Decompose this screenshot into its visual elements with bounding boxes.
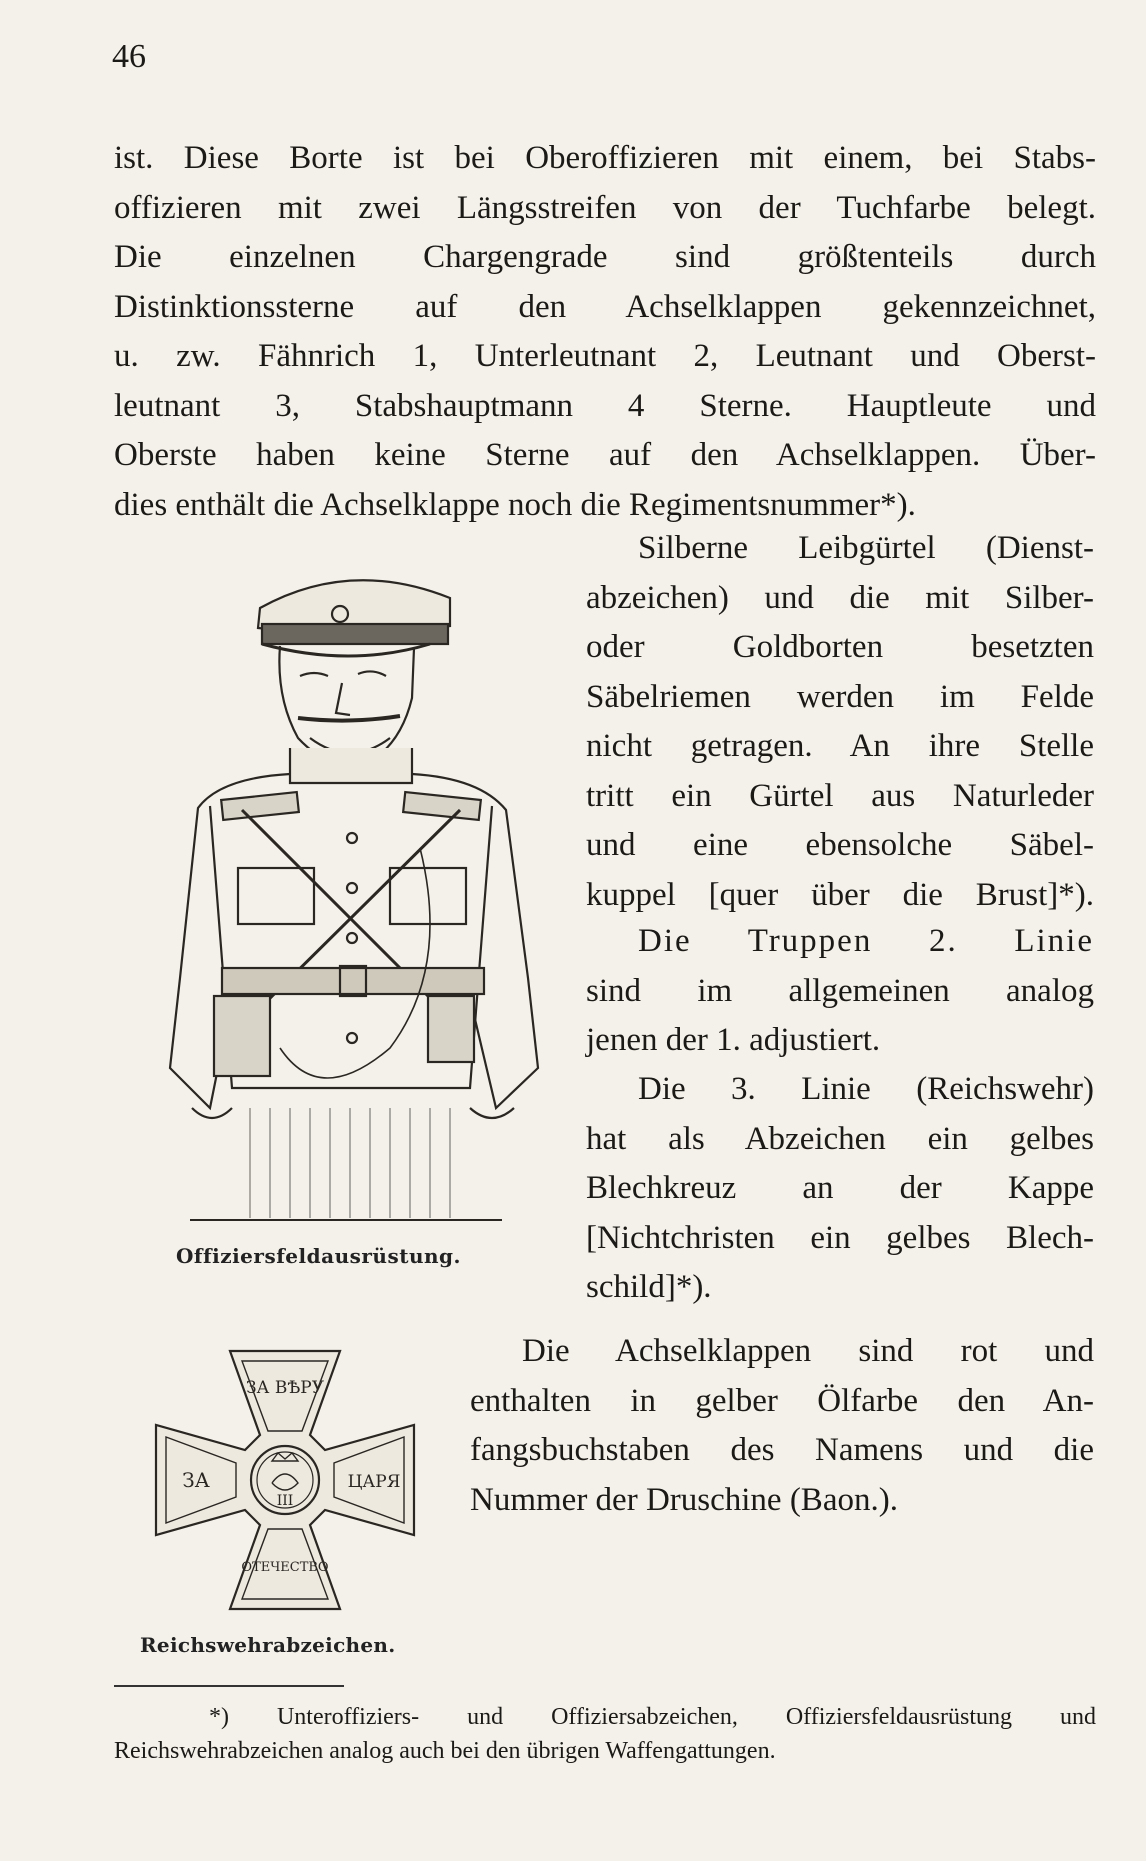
text-line: sind im allgemeinen analog	[586, 972, 1094, 1009]
text-line: schild]*).	[586, 1269, 712, 1305]
text-line: Nummer der Druschine (Baon.).	[470, 1481, 898, 1518]
officer-caption: Offiziersfeldausrüstung.	[176, 1244, 461, 1268]
paragraph-shoulder-straps	[470, 1327, 1094, 1525]
footnote	[114, 1700, 1096, 1768]
text-line: tritt ein Gürtel aus Naturleder	[586, 777, 1094, 814]
text-line: dies enthält die Achselklappe noch die Regimentsnummer*).	[114, 486, 916, 523]
cross-center-text: III	[276, 1493, 294, 1509]
text-line: abzeichen) und die mit Silber-	[586, 579, 1094, 616]
footnote-line: Reichswehrabzeichen analog auch bei den übrigen Waffengattungen.	[114, 1738, 776, 1764]
text-line: Säbelriemen werden im Felde	[586, 678, 1094, 715]
text-line: enthalten in gelber Ölfarbe den An-	[470, 1382, 1094, 1419]
paragraph-top	[114, 134, 1096, 530]
paragraph-belts	[586, 524, 1094, 920]
text-line: offizieren mit zwei Längsstreifen von der Tuchfarbe belegt.	[114, 189, 1096, 226]
text-line: jenen der 1. adjustiert.	[586, 1022, 881, 1058]
cross-bottom-text: ОТЕЧЕСТВО	[241, 1560, 329, 1575]
text-line: Die einzelnen Chargengrade sind größtenteils durch	[114, 239, 1096, 275]
text-line: hat als Abzeichen ein gelbes	[586, 1120, 1094, 1157]
text-line: Distinktionssterne auf den Achselklappen gekennzeichnet,	[114, 288, 1096, 325]
text-line: ist. Diese Borte ist bei Oberoffizieren mit einem, bei Stabs-	[114, 140, 1096, 176]
paragraph-second-line	[586, 917, 1094, 1066]
text-line: fangsbuchstaben des Namens und die	[470, 1432, 1094, 1468]
cross-left-text: ЗА	[182, 1468, 210, 1492]
text-line: oder Goldborten besetzten	[586, 629, 1094, 665]
text-line: leutnant 3, Stabshauptmann 4 Sterne. Hauptleute und	[114, 387, 1096, 424]
text-line: [Nichtchristen ein gelbes Blech-	[586, 1219, 1094, 1256]
text-line: und eine ebensolche Säbel-	[586, 827, 1094, 863]
text-line: u. zw. Fähnrich 1, Unterleutnant 2, Leutnant und Oberst-	[114, 338, 1096, 374]
text-line: nicht getragen. An ihre Stelle	[586, 728, 1094, 764]
footnote-divider	[114, 1685, 344, 1687]
text-line: Blechkreuz an der Kappe	[586, 1170, 1094, 1206]
text-line: Die Achselklappen sind rot und	[522, 1333, 1094, 1369]
cross-caption: Reichswehrabzeichen.	[140, 1633, 396, 1657]
text-line: Oberste haben keine Sterne auf den Achselklappen. Über-	[114, 437, 1096, 473]
text-line: Silberne Leibgürtel (Dienst-	[638, 530, 1094, 566]
page-number: 46	[112, 38, 146, 75]
officer-illustration	[150, 548, 550, 1228]
text-line: kuppel [quer über die Brust]*).	[586, 876, 1094, 913]
paragraph-third-line	[586, 1065, 1094, 1313]
text-line: Die 3. Linie (Reichswehr)	[638, 1071, 1094, 1107]
cross-top-text: ЗА ВѢРУ	[245, 1378, 325, 1398]
footnote-line: *) Unteroffiziers- und Offiziersabzeichen, Offiziersfeldausrüstung und	[209, 1704, 1096, 1730]
cross-right-text: ЦАРЯ	[347, 1472, 401, 1492]
text-line: Die Truppen 2. Linie	[638, 923, 1094, 959]
militia-cross-badge	[150, 1345, 420, 1615]
